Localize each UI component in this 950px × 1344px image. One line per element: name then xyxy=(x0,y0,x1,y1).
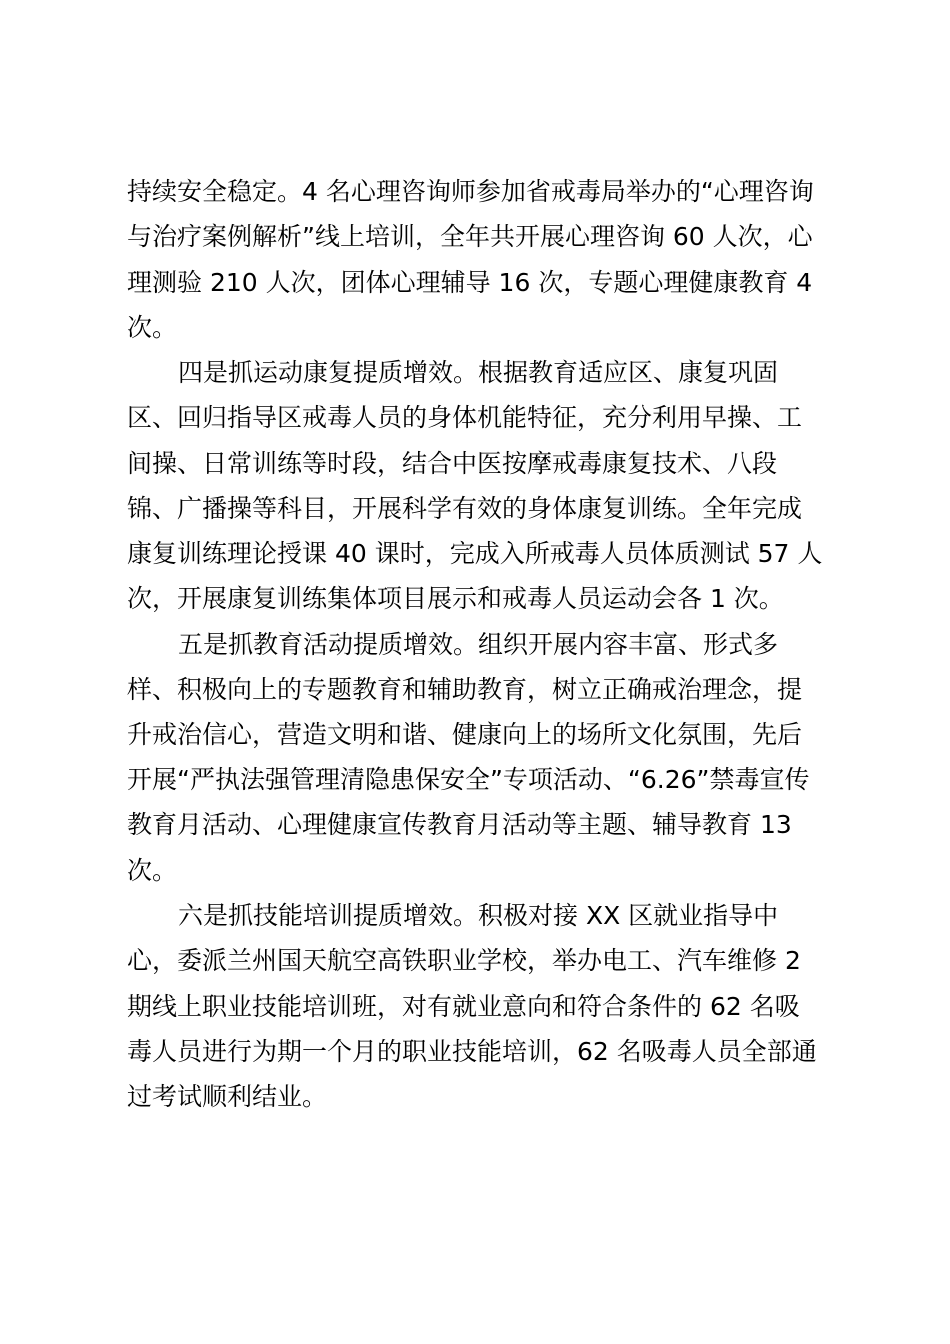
paragraph-first-line: 五是抓教育活动提质增效。组织开展内容丰富、形式多 xyxy=(178,630,779,659)
text-line: 与治疗案例解析”线上培训，全年共开展心理咨询 60 人次，心 xyxy=(127,222,813,251)
text-line: 次。 xyxy=(127,313,178,342)
text-line: 毒人员进行为期一个月的职业技能培训，62 名吸毒人员全部通 xyxy=(127,1037,817,1066)
text-line: 区、回归指导区戒毒人员的身体机能特征，充分利用早操、工 xyxy=(127,403,803,432)
text-line: 教育月活动、心理健康宣传教育月活动等主题、辅导教育 13 xyxy=(127,810,792,839)
text-line: 持续安全稳定。4 名心理咨询师参加省戒毒局举办的“心理咨询 xyxy=(127,177,814,206)
text-line: 升戒治信心，营造文明和谐、健康向上的场所文化氛围，先后 xyxy=(127,720,803,749)
text-line: 过考试顺利结业。 xyxy=(127,1082,328,1111)
paragraph-first-line: 六是抓技能培训提质增效。积极对接 XX 区就业指导中 xyxy=(178,901,779,930)
text-line: 次，开展康复训练集体项目展示和戒毒人员运动会各 1 次。 xyxy=(127,584,784,613)
text-line: 样、积极向上的专题教育和辅助教育，树立正确戒治理念，提 xyxy=(127,675,803,704)
text-line: 次。 xyxy=(127,856,178,885)
text-line: 锦、广播操等科目，开展科学有效的身体康复训练。全年完成 xyxy=(127,494,803,523)
text-line: 理测验 210 人次，团体心理辅导 16 次，专题心理健康教育 4 xyxy=(127,268,813,297)
text-line: 间操、日常训练等时段，结合中医按摩戒毒康复技术、八段 xyxy=(127,449,778,478)
text-line: 心，委派兰州国天航空高铁职业学校，举办电工、汽车维修 2 xyxy=(127,946,801,975)
text-line: 康复训练理论授课 40 课时，完成入所戒毒人员体质测试 57 人 xyxy=(127,539,823,568)
paragraph-first-line: 四是抓运动康复提质增效。根据教育适应区、康复巩固 xyxy=(178,358,779,387)
text-line: 期线上职业技能培训班，对有就业意向和符合条件的 62 名吸 xyxy=(127,992,800,1021)
text-line: 开展“严执法强管理清隐患保安全”专项活动、“6.26”禁毒宣传 xyxy=(127,765,810,794)
